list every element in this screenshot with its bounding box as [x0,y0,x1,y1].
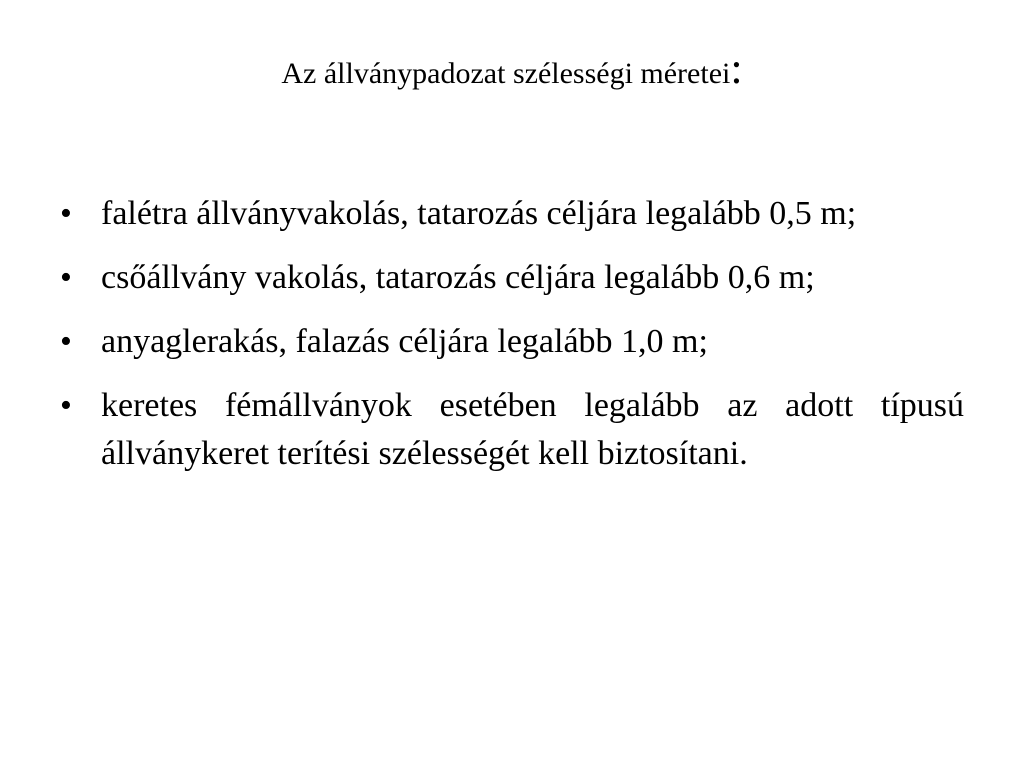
bullet-item-3 [60,318,964,366]
bullet-dot-icon: • [60,195,72,232]
bullet-dot-icon: • [60,323,72,360]
bullet-text-2: csőállvány vakolás, tatarozás céljára legalább 0,6 m; [101,259,815,296]
bullet-item-2 [60,254,964,302]
bullet-dot-icon: • [60,259,72,296]
bullet-list [60,190,964,494]
bullet-item-4 [60,382,964,478]
bullet-dot-icon: • [60,387,72,424]
bullet-text-4: keretes fémállványok esetében legalább az adott típusú állványkeret terítési szélességét kell biztosítani. [101,387,964,472]
bullet-text-3: anyaglerakás, falazás céljára legalább 1,0 m; [101,323,708,360]
slide-title-colon: : [730,44,743,93]
bullet-item-1 [60,190,964,238]
bullet-text-1: falétra állványvakolás, tatarozás céljára legalább 0,5 m; [101,195,857,232]
slide-title-text: Az állványpadozat szélességi méretei [281,57,731,90]
slide-title [0,44,1024,99]
